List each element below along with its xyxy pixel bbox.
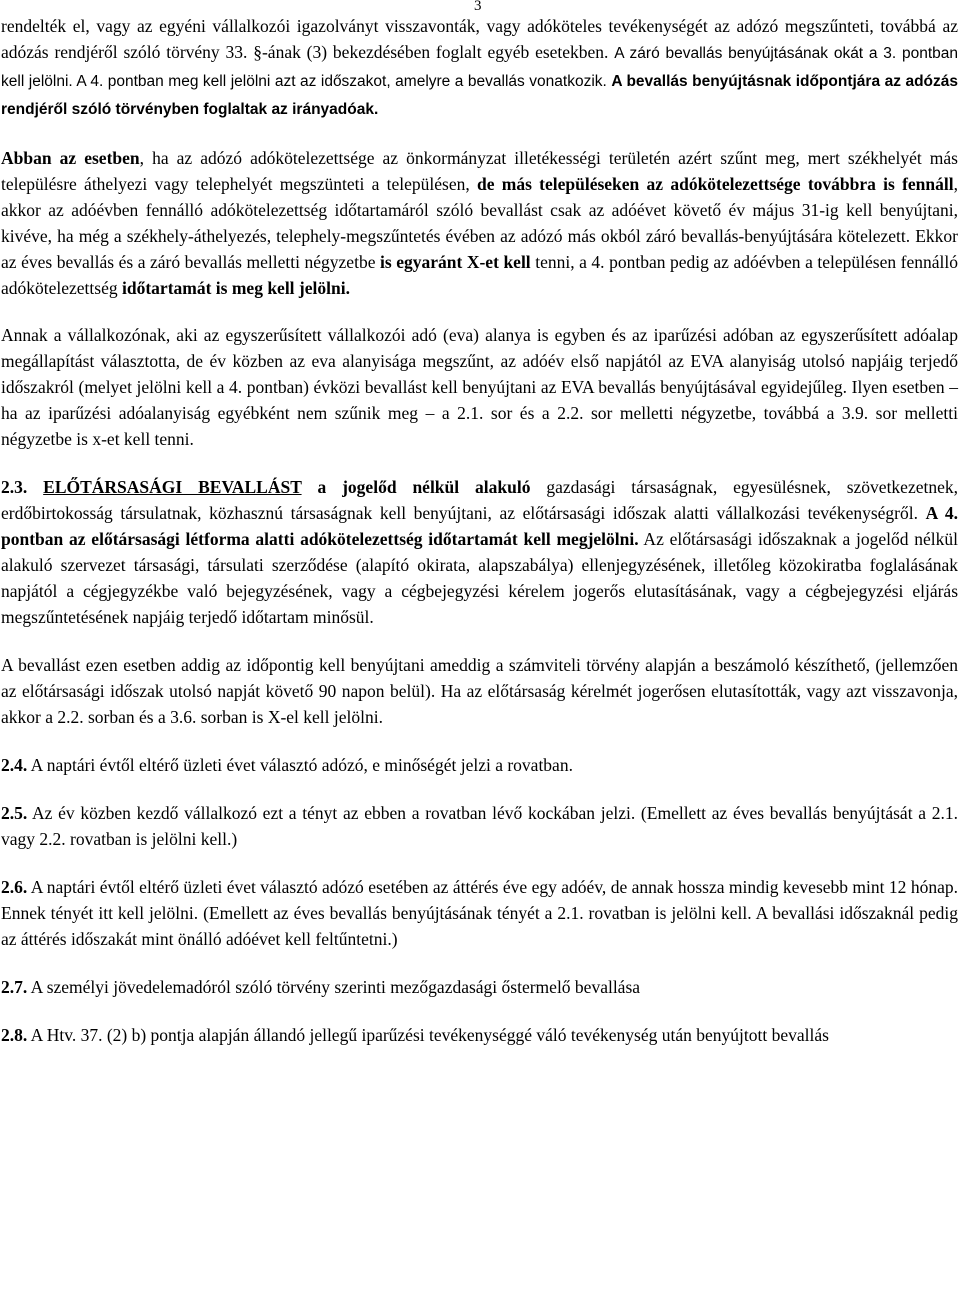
text-segment: Az előtársasági időszaknak a jogelőd nélkül alakuló szervezet társasági, társulati szerződése (alapító okirata, alapszabálya) ellenjegyzésének, illetőleg közokiratba foglalásának napjától a cégjegyzékbe való bejegyzésének, vagy a cégbejegyzési kérelem jogerős elutasításának, vagy a cégbejegyzési eljárás megszűntetésének napjáig terjedő időtartam minősül. [1, 529, 958, 627]
text-segment-bold: Abban az esetben [1, 148, 140, 168]
paragraph-submission-deadline [1, 652, 958, 730]
text-segment: gazdasági társaságnak, egyesülésnek, szövetkezetnek, erdőbirtokosság társulatnak, közhasznú társaságnak kell benyújtani, az előtársasági időszak alatti vállalkozási tevékenységről. [1, 477, 958, 523]
paragraph-2-3 [1, 474, 958, 630]
text-segment: A Htv. 37. (2) b) pontja alapján állandó jellegű iparűzési tevékenységgé váló tevékenység után benyújtott bevallás [27, 1025, 829, 1045]
paragraph-2-5 [1, 800, 958, 852]
page-number: 3 [474, 0, 482, 14]
text-segment: A naptári évtől eltérő üzleti évet választó adózó esetében az áttérés éve egy adóév, de annak hossza mindig kevesebb mint 12 hónap. Ennek tényét itt kell jelölni. (Emellett az éves bevallás benyújtásának tényét a 2.1. rovatban is jelölni kell. A bevallási időszaknál pedig az áttérés időszakát mint önálló adóévet kell feltűntetni.) [1, 877, 958, 949]
paragraph-seat-relocation [1, 145, 958, 301]
text-segment: , akkor az adóévben fennálló adókötelezettség időtartamáról szóló bevallást csak az adóévet követő év május 31-ig kell benyújtani, kivéve, ha még a székhely-áthelyezés, telephely-megszűntetés évében az adózó más okból záró bevallás-benyújtására kötelezett. Ekkor az éves bevallás és a záró bevallás melletti négyzetbe [1, 174, 958, 272]
paragraph-2-4 [1, 752, 958, 778]
text-segment: A bevallást ezen esetben addig az időpontig kell benyújtani ameddig a számviteli törvény alapján a beszámoló készíthető, (jellemzően az előtársasági időszak utolsó napját követő 90 napon belül). Ha az előtársaság kérelmét jogerősen elutasították, vagy azt visszavonja, akkor a 2.2. sorban és a 3.6. sorban is X-el kell jelölni. [1, 655, 958, 727]
text-segment: A személyi jövedelemadóról szóló törvény szerinti mezőgazdasági őstermelő bevallása [27, 977, 641, 997]
text-segment: rendelték el, vagy az egyéni vállalkozói igazolványt visszavonták, vagy adóköteles tevékenységét az adózó megszűnteti, továbbá az adózás rendjéről szóló törvény 33. §-ának (3) bekezdésében foglalt egyéb esetekben. [1, 16, 958, 62]
section-number: 2.6. [1, 877, 28, 897]
text-segment: tenni, a 4. pontban pedig az adóévben a településen fennálló adókötelezettség [1, 252, 958, 298]
document-body [1, 13, 958, 1070]
paragraph-2-8 [1, 1022, 958, 1048]
text-segment: A naptári évtől eltérő üzleti évet választó adózó, e minőségét jelzi a rovatban. [27, 755, 573, 775]
section-number: 2.3. [1, 477, 44, 497]
text-segment-bold-underlined: ELŐTÁRSASÁGI BEVALLÁST [43, 477, 302, 497]
text-segment: Annak a vállalkozónak, aki az egyszerűsített vállalkozói adó (eva) alanya is egyben és az iparűzési adóban az egyszerűsített adóalap megállapítást választotta, de év közben az eva alanyisága megszűnt, az adóév első napjától az EVA alanyiság utolsó napjáig terjedő időszakról (melyet jelölni kell a 4. pontban) évközi bevallást kell benyújtani az EVA bevallás benyújtásával egyidejűleg. Ilyen esetben – ha az iparűzési adóalanyiság egyébként nem szűnik meg – a 2.1. sor és a 2.2. sor melletti négyzetbe, továbbá a 3.9. sor melletti négyzetbe is x-et kell tenni. [1, 325, 958, 449]
text-segment: A záró bevallás benyújtásának okát a 3. pontban kell jelölni. A 4. pontban meg kell jelölni azt az időszakot, amelyre a bevallás vonatkozik. [1, 45, 958, 90]
paragraph-eva [1, 322, 958, 452]
text-segment-bold: A bevallás benyújtásnak időpontjára az adózás rendjéről szóló törvényben foglaltak az irányadóak. [1, 73, 958, 118]
text-segment-bold: a jogelőd nélkül alakuló [301, 477, 531, 497]
section-number: 2.5. [1, 803, 28, 823]
paragraph-2-7 [1, 974, 958, 1000]
text-segment: Az év közben kezdő vállalkozó ezt a tényt az ebben a rovatban lévő kockában jelzi. (Emellett az éves bevallás benyújtását a 2.1. vagy 2.2. rovatban is jelölni kell.) [1, 803, 958, 849]
text-segment: , ha az adózó adókötelezettsége az önkormányzat illetékességi területén azért szűnt meg, mert székhelyét más településre áthelyezi vagy telephelyét megszünteti a településen, [1, 148, 958, 194]
text-segment-bold: de más településeken az adókötelezettsége továbbra is fennáll [477, 174, 954, 194]
section-number: 2.8. [1, 1025, 28, 1045]
text-segment-bold: A 4. pontban az előtársasági létforma alatti adókötelezettség időtartamát kell megjelölni. [1, 503, 958, 549]
section-number: 2.7. [1, 977, 28, 997]
paragraph-closing-return [1, 13, 958, 123]
text-segment-bold: időtartamát is meg kell jelölni. [122, 278, 350, 298]
text-segment-bold: is egyaránt X-et kell [380, 252, 531, 272]
paragraph-2-6 [1, 874, 958, 952]
section-number: 2.4. [1, 755, 28, 775]
